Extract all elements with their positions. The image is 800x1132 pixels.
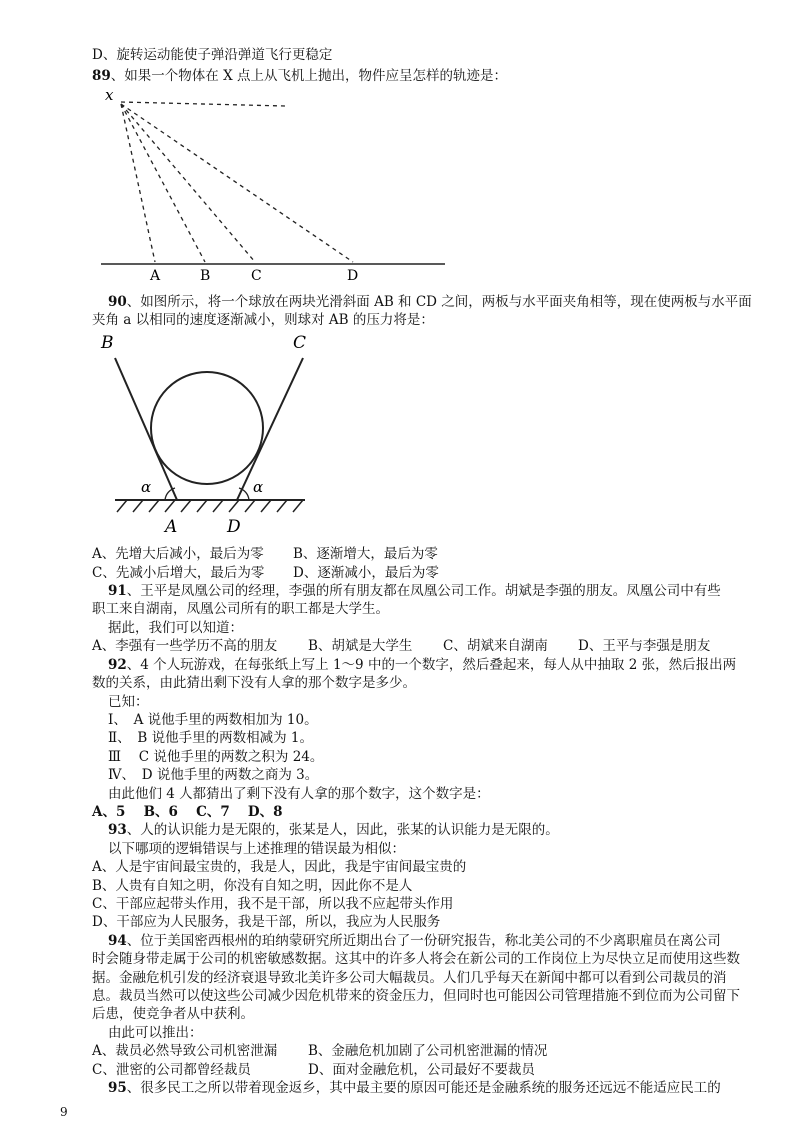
label-c: C (251, 268, 262, 284)
option-c: C、胡斌来自湖南 (443, 638, 548, 654)
question-lead: 以下哪项的逻辑错误与上述推理的错误最为相似： (108, 841, 405, 857)
condition-ii: Ⅱ、 B 说他手里的两数相减为 1。 (108, 730, 314, 746)
option-c: C、干部应起带头作用，我不是干部，所以我不应起带头作用 (92, 896, 454, 912)
question-lead: 据此，我们可以知道： (108, 620, 243, 636)
question-text: 、人的认识能力是无限的，张某是人，因此，张某的认识能力是无限的。 (126, 822, 559, 838)
ground-hatching (117, 500, 303, 512)
option-a: A、裁员必然导致公司机密泄漏 (92, 1043, 278, 1059)
trajectory-b (121, 104, 205, 262)
option-d: D、逐渐减小，最后为零 (293, 565, 439, 581)
option-a: A、先增大后减小，最后为零 (92, 546, 264, 562)
label-a: A (165, 517, 178, 537)
option-a: A、人是宇宙间最宝贵的，我是人，因此，我是宇宙间最宝贵的 (92, 859, 467, 875)
question-text: 、4 个人玩游戏，在每张纸上写上 1～9 中的一个数字，然后叠起来，每人从中抽取 2 张，然后报出两 (126, 657, 737, 673)
point-x-label: x (105, 86, 114, 104)
question-text-cont: 夹角 a 以相同的速度逐渐减小，则球对 AB 的压力将是： (92, 312, 434, 328)
question-text-cont: 据。金融危机引发的经济衰退导致北美许多公司大幅裁员。人们几乎每天在新闻中都可以看到公司裁员的消 (92, 970, 727, 986)
question-text-cont: 时会随身带走属于公司的机密敏感数据。这其中的许多人将会在新公司的工作岗位上为尽快立足而使用这些数 (92, 951, 740, 967)
option-a: A、李强有一些学历不高的朋友 (92, 638, 278, 654)
question-text: 、如图所示，将一个球放在两块光滑斜面 AB 和 CD 之间，两板与水平面夹角相等，现在使两板与水平面 (126, 294, 752, 310)
option-c: C、泄密的公司都曾经裁员 (92, 1062, 251, 1078)
option-d: D、干部应为人民服务，我是干部，所以，我应为人民服务 (92, 914, 441, 930)
question-number: 94 (108, 933, 127, 949)
question-number: 91 (108, 583, 127, 599)
question-number: 92 (108, 657, 127, 673)
ball-incline-figure (95, 330, 335, 540)
question-text-cont: 职工来自湖南，凤凰公司所有的职工都是大学生。 (92, 601, 389, 617)
condition-iv: Ⅳ、 D 说他手里的两数之商为 3。 (108, 767, 319, 783)
question-94 (108, 932, 721, 950)
question-number: 93 (108, 822, 127, 838)
label-b: B (101, 333, 114, 353)
option-b: B、胡斌是大学生 (308, 638, 413, 654)
option-line: D、旋转运动能使子弹沿弹道飞行更稳定 (92, 47, 333, 63)
question-95 (108, 1079, 721, 1097)
question-text-cont: 后患，使竞争者从中获利。 (92, 1006, 254, 1022)
question-number: 90 (108, 294, 127, 310)
option-d: D、王平与李强是朋友 (578, 638, 711, 654)
question-text: 、很多民工之所以带着现金返乡，其中最主要的原因可能还是金融系统的服务还远远不能适应民工的 (126, 1080, 721, 1096)
option-b: B、逐渐增大，最后为零 (293, 546, 438, 562)
question-known: 已知： (108, 694, 149, 710)
ball (151, 372, 263, 484)
question-number: 89 (92, 68, 111, 84)
plane-cd (237, 358, 303, 500)
option-b: B、金融危机加剧了公司机密泄漏的情况 (308, 1043, 548, 1059)
condition-i: Ⅰ、 A 说他手里的两数相加为 10。 (108, 712, 318, 728)
trajectory-d (121, 104, 353, 262)
page-number: 9 (60, 1105, 68, 1119)
question-89 (92, 67, 507, 85)
label-c: C (293, 333, 307, 353)
label-d: D (227, 517, 241, 537)
label-d: D (347, 268, 359, 284)
angle-label-left: α (141, 478, 152, 496)
horizontal-path (121, 102, 285, 106)
option-c: C、先减小后增大，最后为零 (92, 565, 265, 581)
question-lead: 由此可以推出： (108, 1025, 203, 1041)
label-a: A (150, 268, 161, 284)
trajectory-c (121, 104, 255, 262)
question-text-cont: 数的关系，由此猜出剩下没有人拿的那个数字是多少。 (92, 675, 416, 691)
question-92 (108, 656, 736, 674)
question-text: 、王平是凤凰公司的经理，李强的所有朋友都在凤凰公司工作。胡斌是李强的朋友。凤凰公司中有些 (126, 583, 721, 599)
question-91 (108, 582, 721, 600)
trajectory-a (121, 104, 155, 262)
question-text: 、如果一个物体在 X 点上从飞机上抛出，物件应呈怎样的轨迹是： (110, 68, 507, 84)
question-text-cont: 息。裁员当然可以使这些公司减少因危机带来的资金压力，但同时也可能因公司管理措施不到位而为公司留下 (92, 988, 740, 1004)
angle-label-right: α (253, 478, 264, 496)
question-text: 、位于美国密西根州的珀纳蒙研究所近期出台了一份研究报告，称北美公司的不少离职雇员在离公司 (126, 933, 721, 949)
question-number: 95 (108, 1080, 127, 1096)
question-93 (108, 821, 559, 839)
question-lead: 由此他们 4 人都猜出了剩下没有人拿的那个数字，这个数字是： (108, 786, 490, 802)
label-b: B (200, 268, 211, 284)
trajectory-figure (95, 84, 455, 284)
condition-iii: Ⅲ C 说他手里的两数之积为 24。 (108, 749, 324, 765)
question-90 (108, 293, 752, 311)
options-row: A、5 B、6 C、7 D、8 (92, 804, 283, 820)
option-d: D、面对金融危机，公司最好不要裁员 (308, 1062, 535, 1078)
option-b: B、人贵有自知之明，你没有自知之明，因此你不是人 (92, 878, 413, 894)
